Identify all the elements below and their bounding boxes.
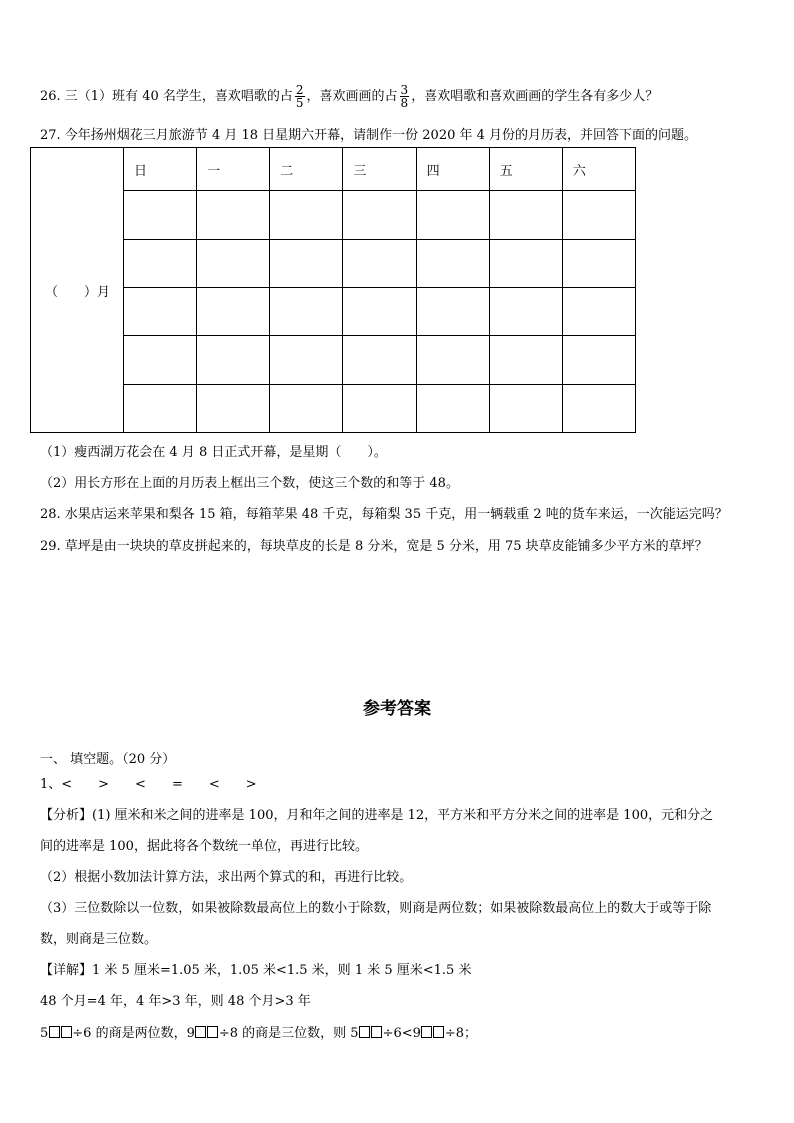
calendar-cell[interactable] <box>197 287 270 335</box>
blank-box <box>371 1026 382 1038</box>
blank-box <box>195 1026 206 1038</box>
calendar-cell[interactable] <box>124 384 197 432</box>
detail3-a: 5 <box>40 1026 49 1041</box>
calendar-cell[interactable] <box>270 191 343 239</box>
answers-title: 参考答案 <box>363 699 431 719</box>
calendar-cell[interactable] <box>343 287 416 335</box>
detail3-b: ÷6 的商是两位数，9 <box>72 1026 195 1041</box>
calendar-cell[interactable] <box>343 384 416 432</box>
analysis-line-4: （3）三位数除以一位数，如果被除数最高位上的数小于除数，则商是两位数；如果被除数最高位上的数大于或等于除 <box>40 901 712 916</box>
calendar-cell[interactable] <box>489 336 562 384</box>
analysis-line-1: 【分析】(1) 厘米和米之间的进率是 100，月和年之间的进率是 12，平方米和平方分米之间的进率是 100，元和分之 <box>40 808 714 823</box>
blank-box <box>421 1026 432 1038</box>
calendar-cell[interactable] <box>416 287 489 335</box>
fraction-2-5: $\frac{2}{5}$ <box>295 83 304 110</box>
answers-section-heading: 一、 填空题。（20 分） <box>40 752 176 767</box>
calendar-cell[interactable] <box>416 239 489 287</box>
question-27: 27. 今年扬州烟花三月旅游节 4 月 18 日星期六开幕，请制作一份 2020 年 4 月份的月历表，并回答下面的问题。 <box>40 128 698 143</box>
calendar-cell[interactable] <box>343 336 416 384</box>
blank-box <box>359 1026 370 1038</box>
calendar-cell[interactable] <box>197 191 270 239</box>
calendar-cell[interactable] <box>270 239 343 287</box>
q26-prefix: 26. 三（1）班有 40 名学生，喜欢唱歌的占 <box>40 89 293 104</box>
calendar-cell[interactable] <box>270 384 343 432</box>
calendar-cell[interactable] <box>562 287 635 335</box>
calendar-cell[interactable] <box>562 191 635 239</box>
detail-line-3 <box>40 1022 477 1041</box>
calendar-cell[interactable] <box>416 191 489 239</box>
calendar-cell[interactable] <box>489 191 562 239</box>
q27-subquestion-1: （1）瘦西湖万花会在 4 月 8 日正式开幕，是星期（ ）。 <box>40 445 387 460</box>
calendar-cell[interactable] <box>489 287 562 335</box>
calendar-header-row <box>31 148 636 191</box>
calendar-cell[interactable] <box>124 287 197 335</box>
detail3-c: ÷8 的商是三位数，则 5 <box>218 1026 359 1041</box>
analysis-line-5: 数，则商是三位数。 <box>40 932 158 947</box>
calendar-cell[interactable] <box>562 239 635 287</box>
q26-middle: ，喜欢画画的占 <box>306 89 398 104</box>
calendar-cell[interactable] <box>343 239 416 287</box>
weekday-thu: 四 <box>416 148 489 191</box>
weekday-sun: 日 <box>124 148 197 191</box>
calendar-cell[interactable] <box>124 191 197 239</box>
calendar-cell[interactable] <box>416 384 489 432</box>
calendar-cell[interactable] <box>343 191 416 239</box>
detail3-d: ÷6<9 <box>382 1026 421 1041</box>
calendar-cell[interactable] <box>489 239 562 287</box>
blank-box <box>207 1026 218 1038</box>
calendar-table <box>30 147 636 433</box>
analysis-line-2: 间的进率是 100，据此将各个数统一单位，再进行比较。 <box>40 839 368 854</box>
detail-line-1: 【详解】1 米 5 厘米=1.05 米，1.05 米<1.5 米，则 1 米 5 厘米<1.5 米 <box>40 963 472 978</box>
blank-box <box>433 1026 444 1038</box>
q27-subquestion-2: （2）用长方形在上面的月历表上框出三个数，使这三个数的和等于 48。 <box>40 476 459 491</box>
calendar-cell[interactable] <box>197 336 270 384</box>
detail3-e: ÷8； <box>444 1026 478 1041</box>
weekday-tue: 二 <box>270 148 343 191</box>
calendar-cell[interactable] <box>562 336 635 384</box>
calendar-cell[interactable] <box>197 239 270 287</box>
blank-box <box>49 1026 60 1038</box>
question-28: 28. 水果店运来苹果和梨各 15 箱，每箱苹果 48 千克，每箱梨 35 千克，用一辆载重 2 吨的货车来运，一次能运完吗？ <box>40 507 728 522</box>
question-26 <box>40 84 658 110</box>
calendar-cell[interactable] <box>197 384 270 432</box>
blank-box <box>61 1026 72 1038</box>
q26-suffix: ，喜欢唱歌和喜欢画画的学生各有多少人？ <box>411 89 659 104</box>
calendar-cell[interactable] <box>270 287 343 335</box>
calendar-cell[interactable] <box>124 239 197 287</box>
calendar-cell[interactable] <box>416 336 489 384</box>
detail-line-2: 48 个月=4 年，4 年>3 年，则 48 个月>3 年 <box>40 994 311 1009</box>
calendar-cell[interactable] <box>124 336 197 384</box>
calendar-cell[interactable] <box>270 336 343 384</box>
weekday-sat: 六 <box>562 148 635 191</box>
weekday-wed: 三 <box>343 148 416 191</box>
fraction-3-8: $\frac{3}{8}$ <box>400 83 409 110</box>
calendar-cell[interactable] <box>489 384 562 432</box>
answer-1: 1、< > < = < > <box>40 777 257 792</box>
analysis-line-3: （2）根据小数加法计算方法，求出两个算式的和，再进行比较。 <box>40 870 413 885</box>
weekday-fri: 五 <box>489 148 562 191</box>
calendar-cell[interactable] <box>562 384 635 432</box>
question-29: 29. 草坪是由一块块的草皮拼起来的，每块草皮的长是 8 分米，宽是 5 分米，用 75 块草皮能铺多少平方米的草坪？ <box>40 539 708 554</box>
weekday-mon: 一 <box>197 148 270 191</box>
month-label: （ ）月 <box>31 148 124 433</box>
